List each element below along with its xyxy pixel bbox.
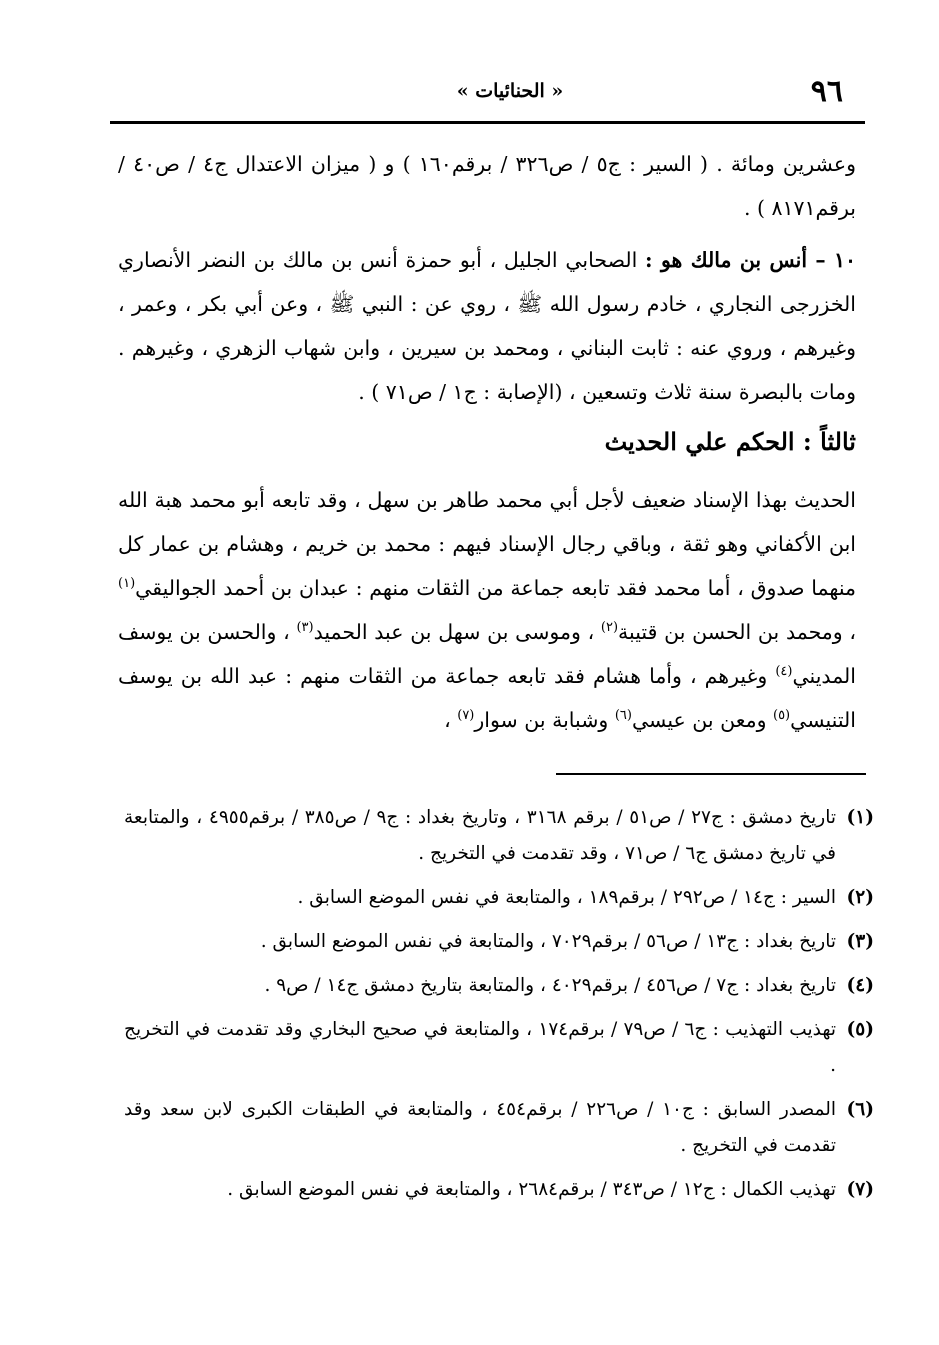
- page-number: ٩٦: [810, 74, 843, 109]
- footnote-ref[interactable]: (٤): [775, 664, 793, 680]
- footnote-2: [124, 880, 874, 916]
- footnote-text: تاريخ دمشق : ج٢٧ / ص٥١ / برقم ٣١٦٨ ، وتاريخ بغداد : ج٩ / ص٣٨٥ / برقم٤٩٥٥ ، والمتابعة في تاريخ دمشق ج٦ / ص٧١ ، وقد تقدمت في التخريج .: [124, 807, 836, 864]
- footnote-text: تهذيب التهذيب : ج٦ / ص٧٩ / برقم١٧٤ ، والمتابعة في صحيح البخاري وقد تقدمت في التخريج .: [124, 1019, 836, 1076]
- footnote-ref[interactable]: (٢): [600, 620, 619, 636]
- footnotes: [124, 800, 874, 1216]
- footnote-text: السير : ج١٤ / ص٢٩٢ / برقم١٨٩ ، والمتابعة في نفس الموضع السابق .: [297, 887, 836, 908]
- footnote-text: المصدر السابق : ج١٠ / ص٢٢٦ / برقم٤٥٤ ، والمتابعة في الطبقات الكبرى لابن سعد وقد تقدمت في التخريج .: [124, 1099, 836, 1156]
- ruling-paragraph: [118, 478, 856, 742]
- entry-text: الصحابي الجليل ، أبو حمزة أنس بن مالك بن النضر الأنصاري الخزرجى النجاري ، خادم رسول الله ﷺ ، روي عن : النبي ﷺ ، وعن أبي بكر ، وعمر ، وغيرهم ، وروي عنه : ثابت البناني ، ومحمد بن سيرين ، وابن شهاب الزهري ، وغيرهم . ومات بالبصرة سنة ثلاث وتسعين ، (الإصابة : ج١ / ص٧١ ) .: [118, 248, 856, 404]
- main-text: [118, 142, 856, 742]
- footnote-number: (٣): [846, 931, 874, 952]
- footnote-ref[interactable]: (٥): [772, 708, 791, 724]
- section-heading: ثالثاً : الحكم علي الحديث: [604, 427, 856, 456]
- footnote-text: تاريخ بغداد : ج٧ / ص٤٥٦ / برقم٤٠٢٩ ، والمتابعة بتاريخ دمشق ج١٤ / ص٩ .: [264, 975, 836, 996]
- page-header: [110, 68, 865, 124]
- footnote-separator: [556, 773, 866, 775]
- footnote-6: [124, 1092, 874, 1164]
- footnote-ref[interactable]: (٦): [614, 708, 632, 724]
- footnote-text: تاريخ بغداد : ج١٣ / ص٥٦ / برقم٧٠٢٩ ، والمتابعة في نفس الموضع السابق .: [260, 931, 836, 952]
- footnote-4: [124, 968, 874, 1004]
- ruling-text: ، ومحمد بن الحسن بن قتيبة: [618, 620, 857, 644]
- footnote-number: (٥): [846, 1019, 874, 1040]
- footnote-1: [124, 800, 874, 872]
- ruling-text: وشبابة بن سوار: [474, 708, 615, 732]
- ruling-text: الحديث بهذا الإسناد ضعيف لأجل أبي محمد طاهر بن سهل ، وقد تابعه أبو محمد هبة الله ابن الأكفاني وهو ثقة ، وباقي رجال الإسناد فيهم : محمد بن خريم ، وهشام بن عمار كل منهما صدوق ، أما محمد فقد تابعه جماعة من الثقات منهم : عبدان بن أحمد الجواليقي: [118, 488, 856, 600]
- header-rule: [110, 121, 865, 124]
- footnote-ref[interactable]: (٣): [296, 620, 314, 636]
- ruling-text: ، والحسن بن يوسف المديني: [118, 620, 856, 688]
- continuation-paragraph: وعشرين ومائة . ( السير : ج٥ / ص٣٢٦ / برقم١٦٠ ) و ( ميزان الاعتدال ج٤ / ص٤٠ / برقم٨١٧١ ) .: [118, 152, 856, 220]
- footnote-5: [124, 1012, 874, 1084]
- ruling-text: ومعن بن عيسي: [631, 708, 773, 732]
- footnote-number: (٢): [846, 887, 874, 908]
- entry-heading: ١٠ – أنس بن مالك هو :: [645, 248, 856, 272]
- footnote-number: (١): [846, 807, 874, 828]
- footnote-7: [124, 1172, 874, 1208]
- footnote-number: (٧): [846, 1179, 874, 1200]
- footnote-3: [124, 924, 874, 960]
- footnote-number: (٦): [846, 1099, 874, 1120]
- footnote-ref[interactable]: (٧): [457, 708, 475, 724]
- ruling-text: ، وموسى بن سهل بن عبد الحميد: [313, 620, 601, 644]
- footnote-text: تهذيب الكمال : ج١٢ / ص٣٤٣ / برقم٢٦٨٤ ، والمتابعة في نفس الموضع السابق .: [227, 1179, 836, 1200]
- running-title: « الحنائيات »: [456, 80, 564, 102]
- ruling-text: ،: [444, 708, 458, 732]
- ruling-text: وغيرهم ، وأما هشام فقد تابعه جماعة من الثقات منهم : عبد الله بن يوسف التنيسي: [118, 664, 856, 732]
- footnote-number: (٤): [846, 975, 874, 996]
- footnote-ref[interactable]: (١): [118, 576, 136, 592]
- narrator-entry-10: [118, 238, 856, 414]
